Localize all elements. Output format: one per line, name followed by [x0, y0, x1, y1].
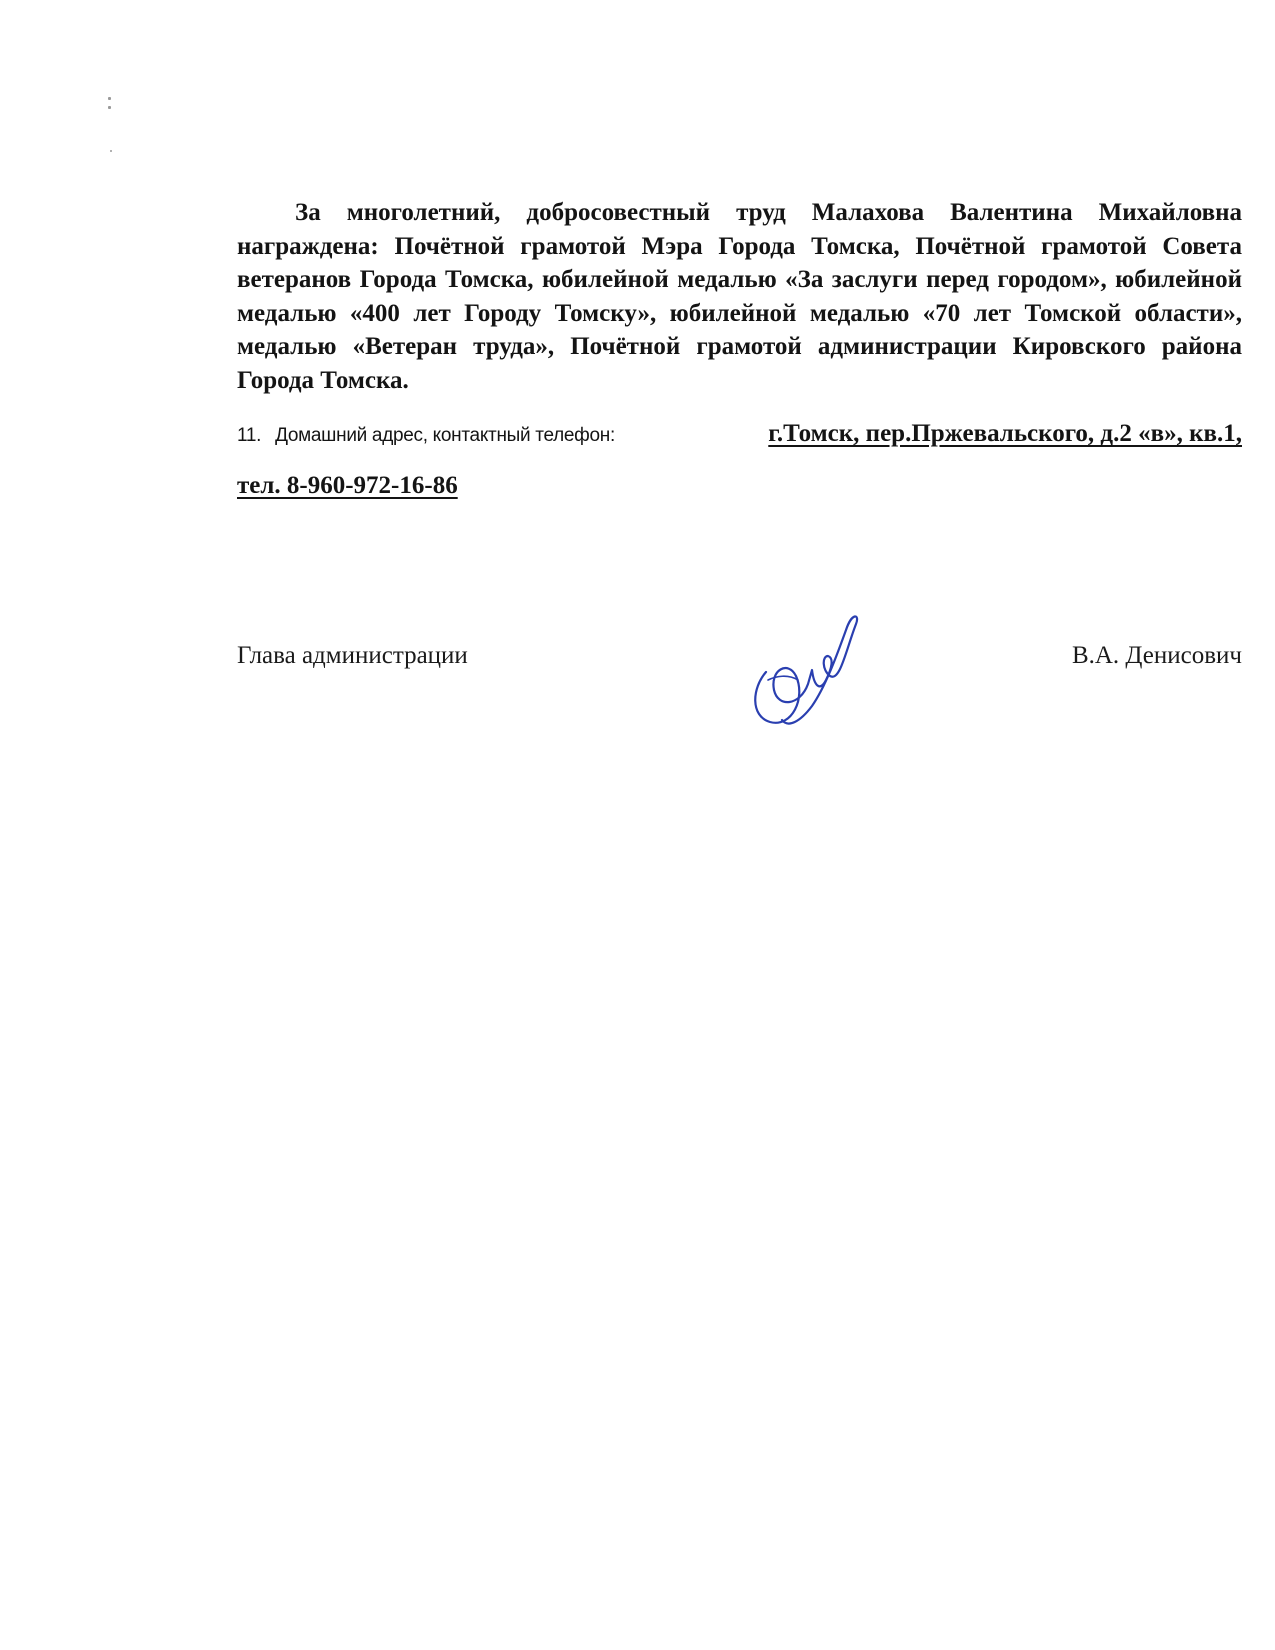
- address-value: г.Томск, пер.Пржевальского, д.2 «в», кв.1,: [768, 420, 1242, 447]
- scan-artifact: [108, 97, 111, 100]
- address-label-text: Домашний адрес, контактный телефон:: [275, 425, 615, 446]
- address-block: [237, 420, 1242, 500]
- signatory-title: Глава администрации: [237, 642, 468, 669]
- address-line: [237, 420, 1242, 448]
- signatory-name: В.А. Денисович: [1071, 642, 1242, 669]
- scan-artifact: [108, 106, 111, 109]
- handwritten-signature: [748, 610, 888, 750]
- award-paragraph: За многолетний, добросовестный труд Малахова Валентина Михайловна награждена: Почётной грамотой Мэра Города Томска, Почётной грамотой Совета ветеранов Города Томска, юбилейной медалью «За заслуги перед городом», юбилейной медалью «400 лет Городу Томску», юбилейной медалью «70 лет Томской области», медалью «Ветеран труда», Почётной грамотой администрации Кировского района Города Томска.: [237, 199, 1242, 394]
- scan-artifact: [110, 150, 112, 152]
- address-label: [237, 425, 615, 447]
- phone-line: тел. 8-960-972-16-86: [237, 472, 458, 499]
- item-number: 11.: [237, 425, 262, 446]
- signature-row: [237, 642, 1242, 682]
